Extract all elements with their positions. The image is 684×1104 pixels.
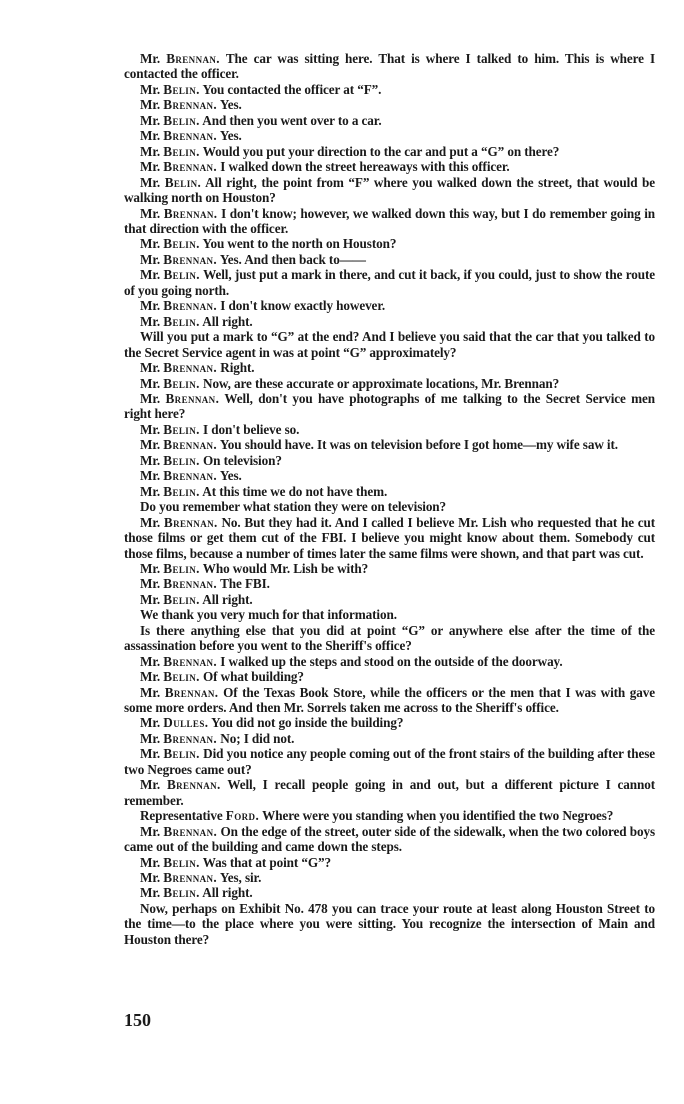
speaker-title: Mr. (140, 313, 161, 329)
transcript-paragraph (124, 715, 655, 730)
transcript-paragraph (124, 669, 655, 684)
speaker-name: Brennan. (166, 777, 221, 793)
speaker-title: Mr. (140, 174, 161, 190)
statement-text: All right, the point from “F” where you walked down the street, that would be walking north on Houston? (124, 174, 656, 206)
transcript-paragraph (124, 731, 655, 746)
transcript-paragraph (124, 97, 655, 112)
speaker-name: Brennan. (163, 576, 218, 592)
speaker-title: Mr. (140, 870, 161, 886)
speaker-title: Mr. (140, 97, 161, 113)
transcript-paragraph (124, 855, 655, 870)
speaker-title: Mr. (140, 51, 161, 66)
speaker-name: Brennan. (163, 205, 218, 221)
transcript-paragraph (124, 654, 655, 669)
speaker-title: Mr. (140, 251, 161, 267)
speaker-title: Mr. (140, 514, 161, 530)
statement-text: Of what building? (203, 669, 304, 685)
speaker-name: Belin. (163, 236, 200, 252)
transcript-paragraph (124, 453, 655, 468)
transcript-paragraph (124, 159, 655, 174)
statement-text: Yes. (219, 97, 242, 113)
transcript-paragraph (124, 499, 655, 514)
speaker-title: Mr. (140, 560, 161, 576)
speaker-name: Belin. (163, 313, 200, 329)
statement-text: I don't know exactly however. (220, 298, 386, 314)
speaker-name: Belin. (163, 669, 200, 685)
statement-text: All right. (202, 591, 253, 607)
statement-text: Well, I recall people going in and out, but a different picture I cannot remember. (124, 777, 655, 808)
speaker-name: Belin. (163, 854, 200, 870)
speaker-title: Mr. (140, 483, 161, 499)
speaker-name: Brennan. (165, 390, 220, 406)
speaker-name: Brennan. (164, 684, 219, 700)
speaker-title: Mr. (140, 112, 161, 128)
speaker-name: Brennan. (163, 97, 218, 113)
speaker-title: Mr. (140, 653, 161, 669)
page-number: 150 (124, 1010, 151, 1030)
statement-text: The FBI. (220, 576, 270, 592)
statement-text: Well, don't you have photographs of me talking to the Secret Service men right here? (124, 390, 655, 422)
statement-text: No. But they had it. And I called I believe Mr. Lish who requested that he cut those films or get them cut of the FBI. I believe you might know about them. Somebody cut those films, because a number of times later the same films were shown, and that part was cut. (124, 514, 656, 561)
speaker-title: Mr. (140, 375, 161, 391)
transcript-paragraph (124, 685, 655, 716)
speaker-title: Mr. (140, 267, 161, 283)
statement-text: On television? (203, 452, 282, 468)
transcript-paragraph (124, 267, 655, 298)
speaker-title: Mr. (140, 421, 161, 437)
speaker-title: Mr. (140, 669, 161, 685)
statement-text: I don't believe so. (203, 421, 300, 437)
transcript-paragraph (124, 236, 655, 251)
transcript-paragraph (124, 113, 655, 128)
transcript-paragraph (124, 824, 655, 855)
statement-text: And then you went over to a car. (202, 112, 382, 128)
speaker-title: Mr. (140, 885, 161, 901)
transcript-paragraph (124, 391, 655, 422)
speaker-title: Mr. (140, 236, 161, 252)
transcript-paragraph (124, 175, 655, 206)
statement-text: No; I did not. (220, 730, 295, 746)
speaker-name: Brennan. (163, 730, 218, 746)
speaker-name: Brennan. (163, 251, 218, 267)
speaker-name: Brennan. (163, 128, 218, 144)
transcript-paragraph (124, 314, 655, 329)
speaker-name: Belin. (164, 174, 202, 190)
transcript-paragraph (124, 901, 655, 947)
statement-text: Yes. (219, 128, 242, 144)
transcript-paragraph (124, 808, 655, 823)
transcript-paragraph (124, 607, 655, 622)
statement-text: Will you put a mark to “G” at the end? And I believe you said that the car that you talked to the Secret Service agent in was at point “G” approximately? (124, 329, 655, 360)
speaker-title: Mr. (140, 298, 161, 314)
speaker-name: Dulles. (163, 715, 209, 731)
statement-text: You should have. It was on television before I got home—my wife saw it. (219, 437, 618, 453)
speaker-title: Mr. (140, 730, 161, 746)
speaker-title: Mr. (140, 128, 161, 144)
speaker-name: Brennan. (163, 514, 218, 530)
statement-text: Do you remember what station they were on television? (140, 499, 447, 515)
statement-text: We thank you very much for that information. (140, 607, 397, 623)
speaker-name: Belin. (163, 885, 200, 901)
speaker-title: Representative (140, 808, 223, 824)
statement-text: Who would Mr. Lish be with? (202, 560, 369, 576)
speaker-title: Mr. (140, 591, 161, 607)
transcript-paragraph (124, 437, 655, 452)
speaker-name: Belin. (163, 143, 200, 159)
transcript-paragraph (124, 885, 655, 900)
speaker-name: Brennan. (163, 653, 218, 669)
speaker-name: Brennan. (163, 870, 218, 886)
statement-text: Well, just put a mark in there, and cut it back, if you could, just to show the route of you going north. (124, 267, 655, 298)
transcript-paragraph (124, 298, 655, 313)
statement-text: Right. (220, 360, 255, 376)
statement-text: You went to the north on Houston? (202, 236, 397, 252)
statement-text: Of the Texas Book Store, while the officers or the men that I was with gave some more orders. And then Mr. Sorrels taken me across to the Sheriff's office. (124, 684, 655, 716)
statement-text: I walked up the steps and stood on the outside of the doorway. (220, 653, 563, 669)
statement-text: All right. (202, 885, 253, 901)
speaker-title: Mr. (140, 360, 161, 376)
speaker-name: Brennan. (163, 360, 218, 376)
transcript-paragraph (124, 561, 655, 576)
speaker-title: Mr. (140, 854, 161, 870)
transcript-paragraph (124, 144, 655, 159)
statement-text: Where were you standing when you identified the two Negroes? (262, 808, 614, 824)
statement-text: All right. (202, 313, 253, 329)
speaker-title: Mr. (140, 205, 161, 221)
speaker-name: Brennan. (163, 437, 218, 453)
statement-text: Yes. (219, 468, 242, 484)
statement-text: Did you notice any people coming out of the front stairs of the building after these two Negroes came out? (124, 746, 655, 777)
speaker-title: Mr. (140, 777, 161, 793)
statement-text: Was that at point “G”? (202, 854, 332, 870)
transcript-paragraph (124, 468, 655, 483)
speaker-name: Belin. (163, 375, 200, 391)
speaker-name: Belin. (163, 267, 200, 283)
transcript-paragraph (124, 360, 655, 375)
speaker-title: Mr. (140, 684, 161, 700)
transcript-paragraph (124, 422, 655, 437)
speaker-name: Belin. (163, 421, 200, 437)
transcript-paragraph (124, 592, 655, 607)
speaker-name: Brennan. (163, 159, 218, 175)
statement-text: Now, are these accurate or approximate locations, Mr. Brennan? (203, 375, 560, 391)
statement-text: Is there anything else that you did at point “G” or anywhere else after the time of the assassination before you went to the Sheriff's office? (124, 622, 655, 654)
speaker-name: Belin. (163, 483, 200, 499)
statement-text: On the edge of the street, outer side of the sidewalk, when the two colored boys came out of the building and came down the steps. (124, 823, 655, 855)
speaker-title: Mr. (140, 159, 161, 175)
statement-text: The car was sitting here. That is where I talked to him. This is where I contacted the officer. (124, 51, 655, 82)
speaker-name: Belin. (163, 112, 200, 128)
transcript-paragraph (124, 376, 655, 391)
transcript-paragraph (124, 777, 655, 808)
speaker-title: Mr. (140, 715, 161, 731)
statement-text: I walked down the street hereaways with this officer. (220, 159, 510, 175)
transcript-paragraph (124, 82, 655, 97)
speaker-name: Belin. (163, 746, 200, 762)
transcript-paragraph (124, 623, 655, 654)
speaker-name: Brennan. (163, 468, 218, 484)
transcript-paragraph (124, 746, 655, 777)
speaker-name: Brennan. (163, 298, 218, 314)
speaker-title: Mr. (140, 823, 161, 839)
speaker-title: Mr. (140, 576, 161, 592)
transcript-paragraph (124, 329, 655, 360)
speaker-title: Mr. (140, 81, 161, 97)
speaker-name: Belin. (163, 560, 200, 576)
transcript-paragraph (124, 576, 655, 591)
speaker-name: Belin. (163, 81, 200, 97)
statement-text: Now, perhaps on Exhibit No. 478 you can trace your route at least along Houston Street to the time—to the place where you were sitting. You recognize the intersection of Main and Houston there? (124, 900, 655, 947)
statement-text: You contacted the officer at “F”. (202, 81, 382, 97)
statement-text: Would you put your direction to the car and put a “G” on there? (202, 143, 560, 159)
speaker-name: Belin. (163, 591, 200, 607)
speaker-name: Ford. (225, 808, 260, 824)
speaker-name: Brennan. (166, 51, 220, 66)
speaker-title: Mr. (140, 468, 161, 484)
statement-text: Yes. And then back to—— (219, 251, 366, 267)
transcript-paragraph (124, 484, 655, 499)
transcript-paragraph (124, 51, 655, 82)
speaker-title: Mr. (140, 390, 161, 406)
statement-text: You did not go inside the building? (211, 715, 404, 731)
speaker-name: Brennan. (163, 823, 218, 839)
statement-text: Yes, sir. (219, 870, 262, 886)
transcript-paragraph (124, 870, 655, 885)
transcript-body (124, 51, 655, 947)
statement-text: I don't know; however, we walked down this way, but I do remember going in that direction with the officer. (124, 205, 656, 236)
speaker-title: Mr. (140, 437, 161, 453)
statement-text: At this time we do not have them. (202, 483, 388, 499)
transcript-paragraph (124, 252, 655, 267)
transcript-paragraph (124, 128, 655, 143)
transcript-paragraph (124, 206, 655, 237)
speaker-title: Mr. (140, 143, 161, 159)
transcript-paragraph (124, 515, 655, 561)
speaker-name: Belin. (163, 452, 200, 468)
speaker-title: Mr. (140, 746, 161, 762)
speaker-title: Mr. (140, 452, 161, 468)
